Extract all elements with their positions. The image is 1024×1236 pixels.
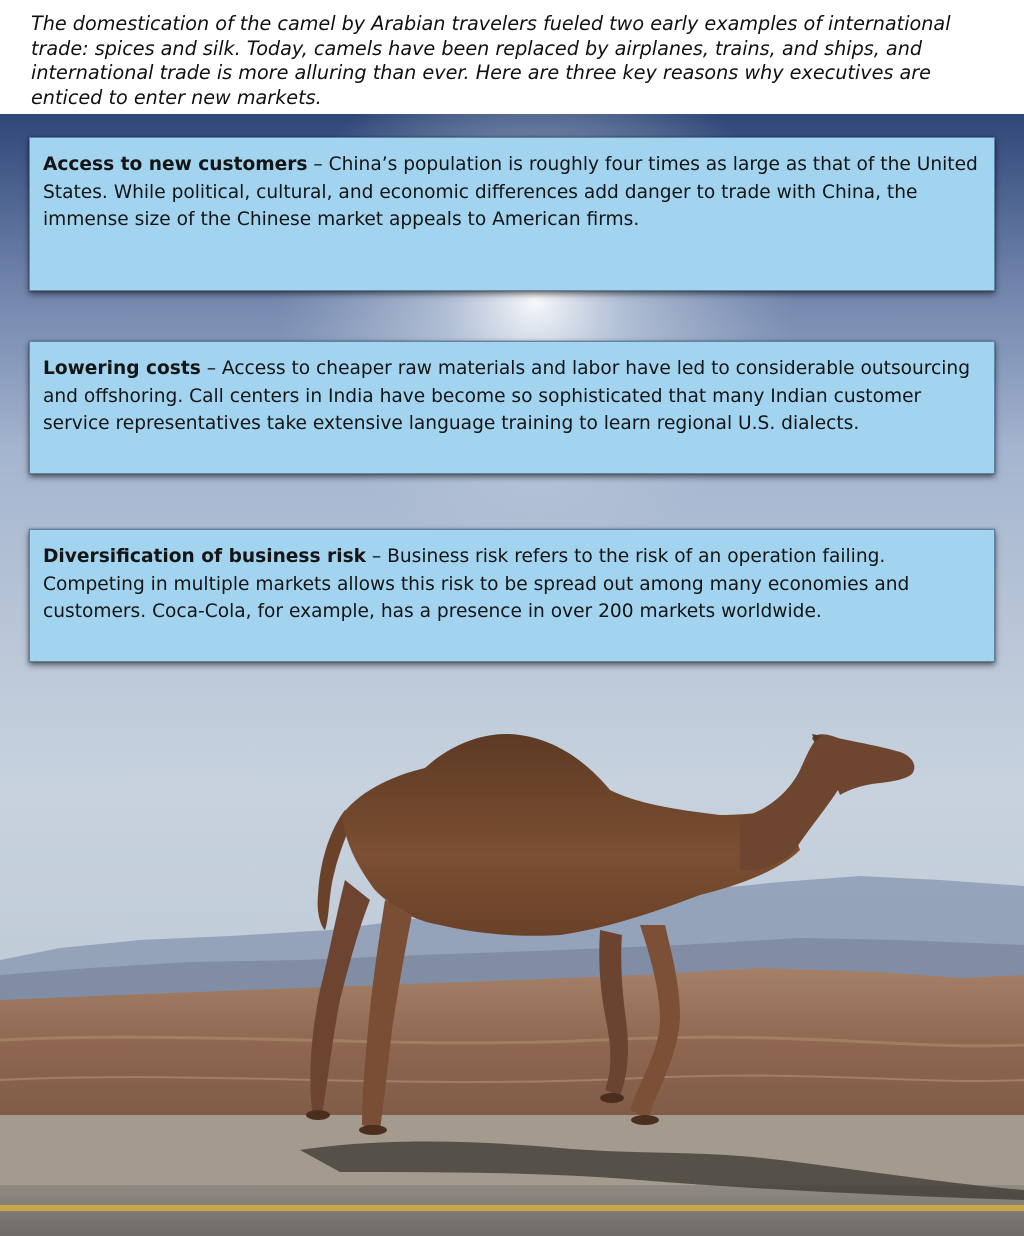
reason-body: Business risk refers to the risk of an operation failing. Competing in multiple markets allows this risk to be spread out among many economies and customers. Coca-Cola, for example, has a presence in over 200 markets worldwide. [43, 546, 910, 622]
reason-heading: Lowering costs [43, 358, 201, 379]
reason-body: Access to cheaper raw materials and labor have led to considerable outsourcing and offshoring. Call centers in India have become so sophisticated that many Indian customer service representatives take extensive language training to learn regional U.S. dialects. [43, 358, 971, 434]
reason-heading: Diversification of business risk [43, 546, 367, 567]
reason-card-risk [29, 529, 995, 662]
reason-card-customers [29, 137, 995, 291]
reason-heading: Access to new customers [43, 154, 308, 175]
intro-text: The domestication of the camel by Arabian travelers fueled two early examples of international trade: spices and silk. Today, camels have been replaced by airplanes, trains, and ships, and international trade is more alluring than ever. Here are three key reasons why executives are enticed to enter new markets. [31, 12, 951, 109]
reason-separator: – [307, 154, 329, 175]
reason-card-costs [29, 341, 995, 474]
reason-body: China’s population is roughly four times as large as that of the United States. While political, cultural, and economic differences add danger to trade with China, the immense size of the Chinese market appeals to American firms. [43, 154, 978, 230]
reason-separator: – [366, 546, 388, 567]
reason-separator: – [200, 358, 222, 379]
road-line [0, 1205, 1024, 1211]
intro-section [0, 0, 1024, 114]
